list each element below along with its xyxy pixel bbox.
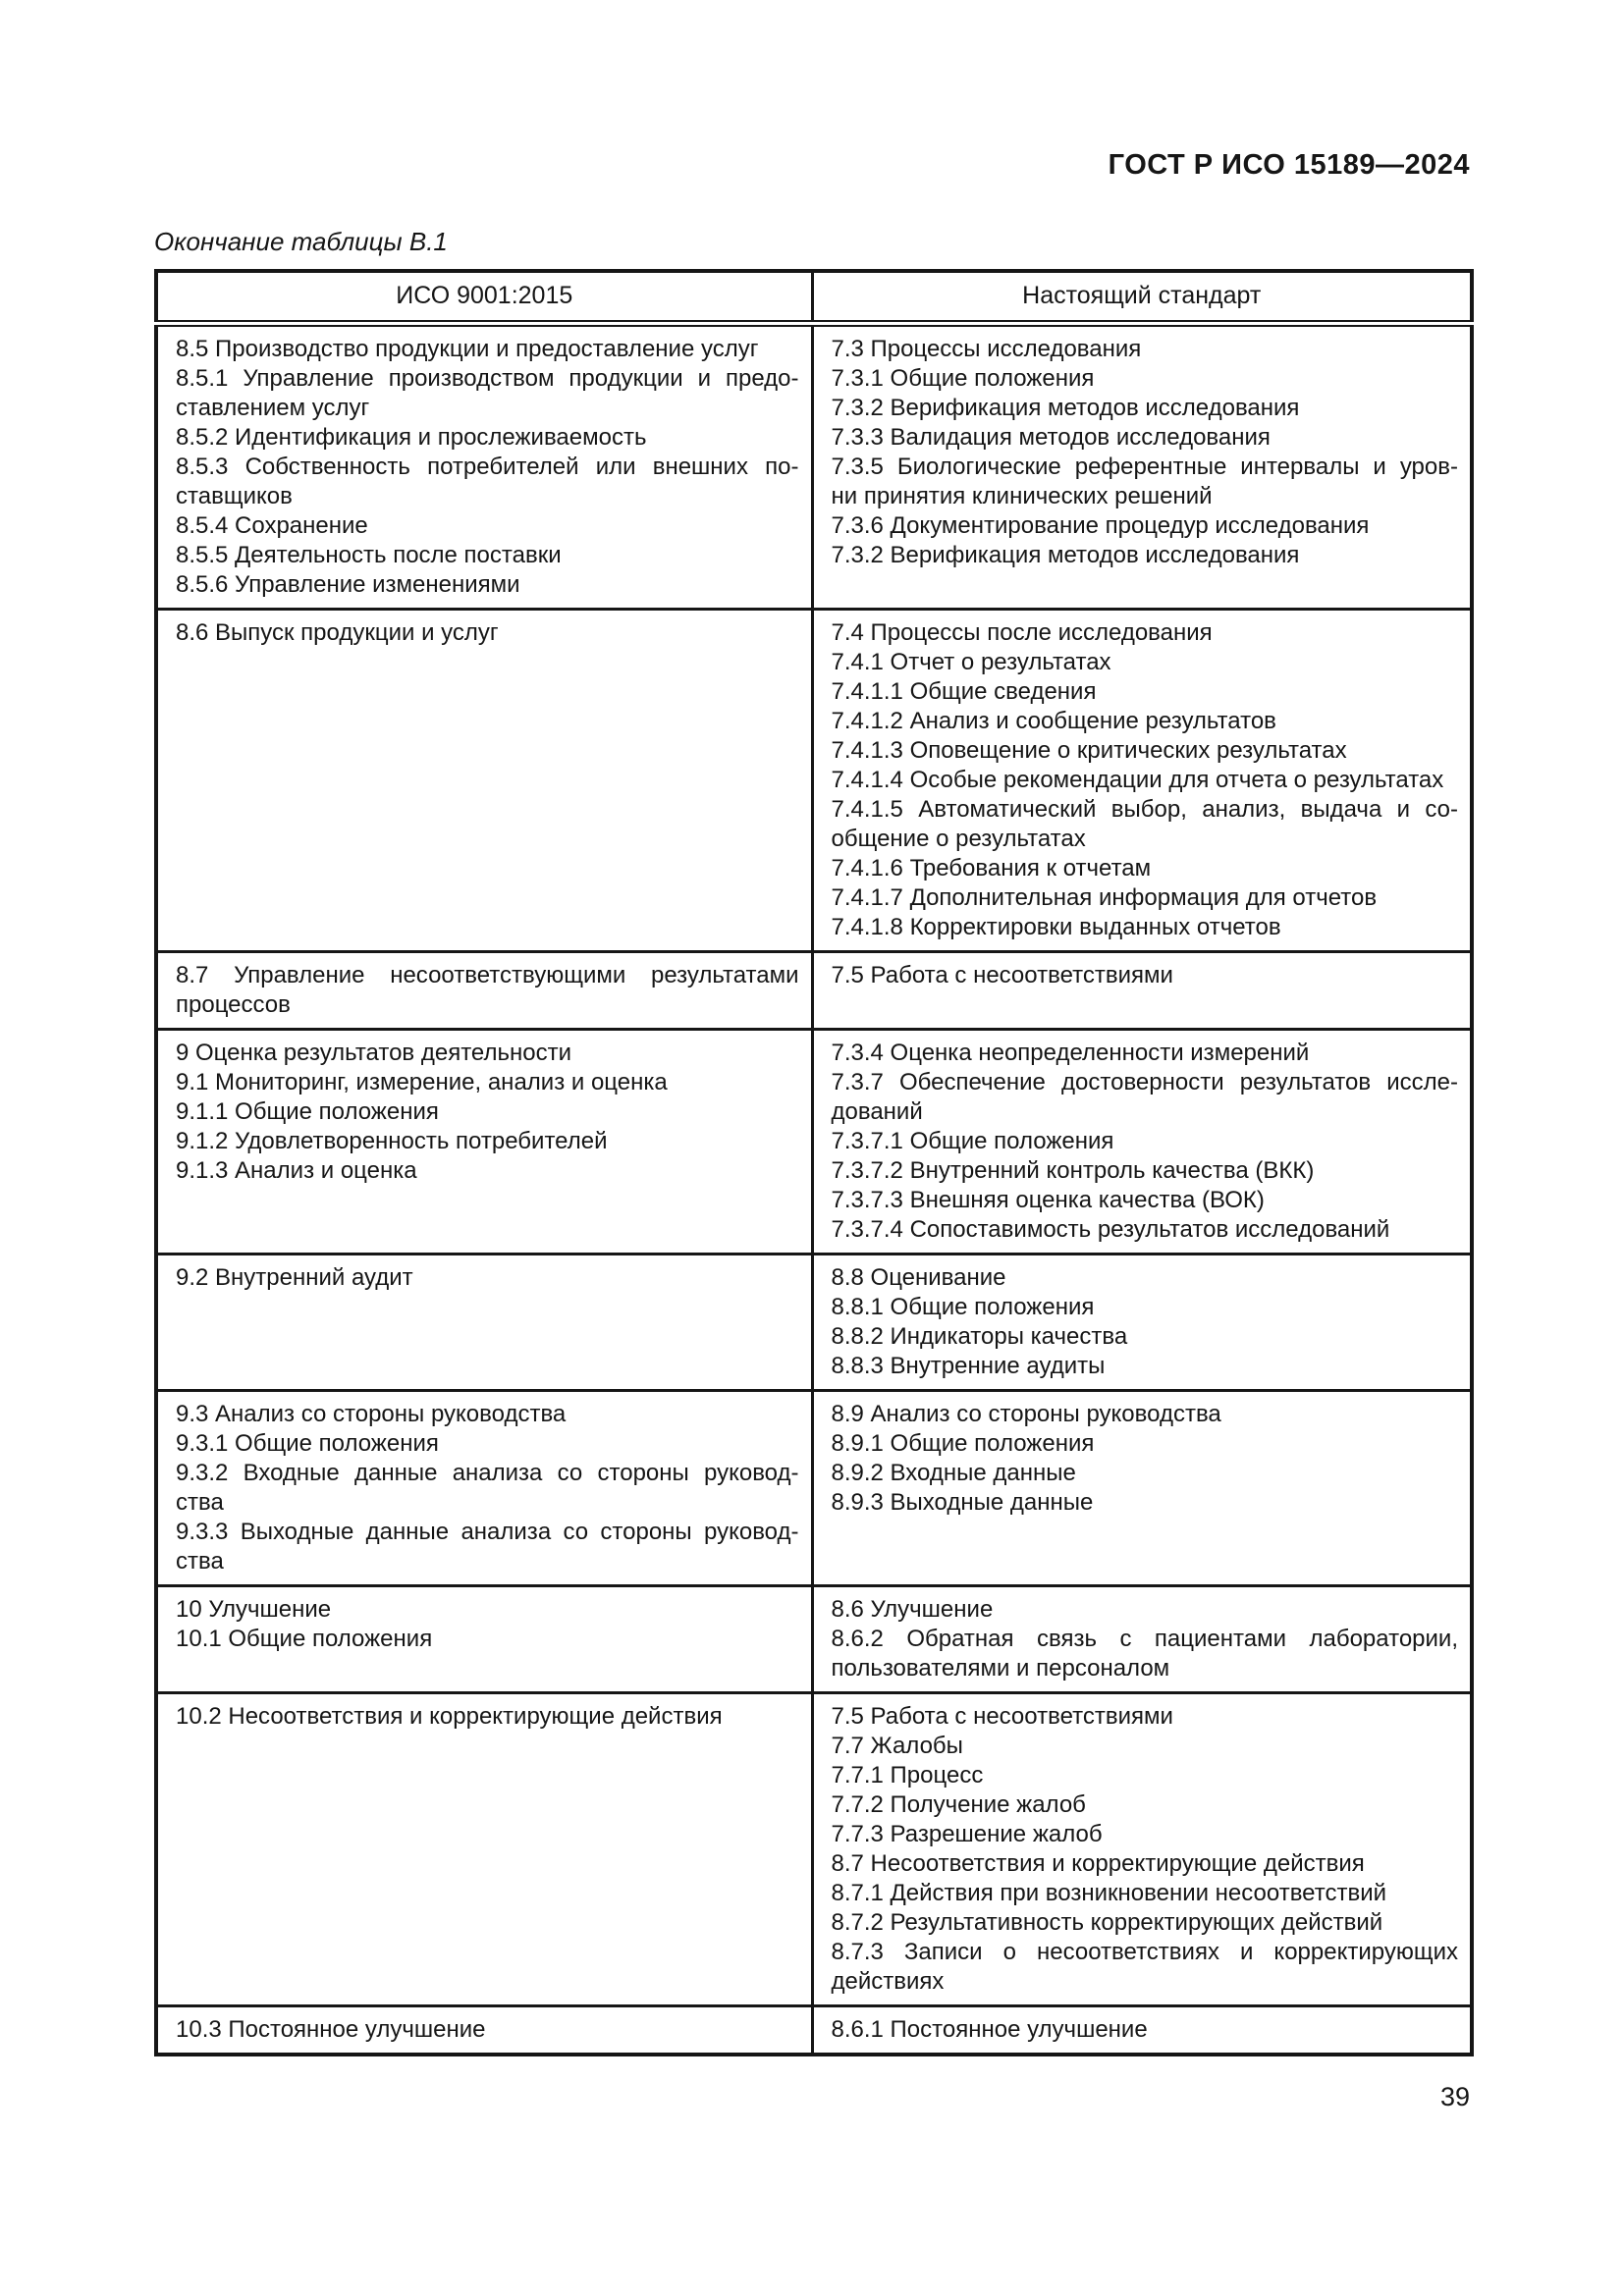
table-row bbox=[156, 1693, 1472, 2006]
table-row bbox=[156, 610, 1472, 952]
clause-line: 10.1 Общие положения bbox=[176, 1626, 433, 1652]
clause-line: 8.8.3 Внутренние аудиты bbox=[831, 1353, 1106, 1379]
cell-iso9001 bbox=[156, 1255, 812, 1391]
clause-line: 8.5.3 Собственность потребителей или внешних по- bbox=[176, 454, 799, 480]
cell-current-standard bbox=[812, 2006, 1472, 2056]
clause-line: 8.7 Несоответствия и корректирующие действия bbox=[831, 1850, 1365, 1877]
table-row bbox=[156, 2006, 1472, 2056]
clause-line: 7.3.3 Валидация методов исследования bbox=[831, 424, 1271, 451]
clause-line: ства bbox=[176, 1548, 224, 1575]
column-header-current-standard: Настоящий стандарт bbox=[812, 271, 1472, 324]
clause-line: 9.1 Мониторинг, измерение, анализ и оценка bbox=[176, 1069, 668, 1095]
clause-line: 8.9 Анализ со стороны руководства bbox=[831, 1401, 1221, 1427]
cell-iso9001 bbox=[156, 324, 812, 610]
clause-line: пользователями и персоналом bbox=[831, 1655, 1170, 1682]
page-number: 39 bbox=[1439, 2082, 1470, 2111]
clause-line: 7.3.2 Верификация методов исследования bbox=[831, 542, 1300, 568]
clause-line: 7.7.1 Процесс bbox=[831, 1762, 984, 1789]
clause-line: процессов bbox=[176, 991, 291, 1018]
clause-line: ни принятия клинических решений bbox=[831, 483, 1213, 509]
cell-current-standard bbox=[812, 1030, 1472, 1255]
clause-line: 7.7.3 Разрешение жалоб bbox=[831, 1821, 1103, 1847]
clause-line: 7.4 Процессы после исследования bbox=[831, 619, 1213, 646]
clause-line: 7.4.1.6 Требования к отчетам bbox=[831, 855, 1152, 881]
clause-line: 8.5.1 Управление производством продукции и предо- bbox=[176, 365, 799, 392]
cell-current-standard bbox=[812, 1586, 1472, 1693]
clause-line: 7.3.7.4 Сопоставимость результатов исследований bbox=[831, 1216, 1390, 1243]
cell-iso9001 bbox=[156, 2006, 812, 2056]
cell-iso9001 bbox=[156, 610, 812, 952]
clause-line: ставлением услуг bbox=[176, 395, 370, 421]
clause-line: 7.3.7.1 Общие положения bbox=[831, 1128, 1114, 1154]
clause-line: 9.1.2 Удовлетворенность потребителей bbox=[176, 1128, 608, 1154]
clause-line: 7.3.7 Обеспечение достоверности результатов иссле- bbox=[831, 1069, 1458, 1095]
table-row bbox=[156, 1391, 1472, 1586]
clause-line: 10.2 Несоответствия и корректирующие действия bbox=[176, 1703, 723, 1730]
clause-line: 9 Оценка результатов деятельности bbox=[176, 1040, 571, 1066]
clause-line: 7.3.4 Оценка неопределенности измерений bbox=[831, 1040, 1310, 1066]
cell-current-standard bbox=[812, 1391, 1472, 1586]
clause-line: 7.4.1.7 Дополнительная информация для отчетов bbox=[831, 884, 1378, 911]
clause-line: 10 Улучшение bbox=[176, 1596, 332, 1623]
clause-line: 9.1.3 Анализ и оценка bbox=[176, 1157, 417, 1184]
clause-line: 8.6.2 Обратная связь с пациентами лаборатории, bbox=[831, 1626, 1458, 1652]
cell-current-standard bbox=[812, 952, 1472, 1030]
cell-iso9001 bbox=[156, 1693, 812, 2006]
clause-line: 8.9.1 Общие положения bbox=[831, 1430, 1095, 1457]
clause-line: 8.5.4 Сохранение bbox=[176, 512, 368, 539]
table-row bbox=[156, 1030, 1472, 1255]
clause-line: 7.3.6 Документирование процедур исследования bbox=[831, 512, 1370, 539]
clause-line: 7.7.2 Получение жалоб bbox=[831, 1791, 1086, 1818]
table-row bbox=[156, 1586, 1472, 1693]
clause-line: 7.4.1.8 Корректировки выданных отчетов bbox=[831, 914, 1281, 940]
column-header-iso9001: ИСО 9001:2015 bbox=[156, 271, 812, 324]
clause-line: 8.5.6 Управление изменениями bbox=[176, 571, 520, 598]
clause-line: 8.9.3 Выходные данные bbox=[831, 1489, 1094, 1516]
document-page bbox=[154, 0, 1470, 2112]
clause-line: 7.4.1.1 Общие сведения bbox=[831, 678, 1097, 705]
clause-line: 8.8.1 Общие положения bbox=[831, 1294, 1095, 1320]
clause-line: 7.5 Работа с несоответствиями bbox=[831, 1703, 1173, 1730]
clause-line: 7.7 Жалобы bbox=[831, 1733, 963, 1759]
cell-iso9001 bbox=[156, 952, 812, 1030]
clause-line: 7.3.1 Общие положения bbox=[831, 365, 1095, 392]
clause-line: 9.2 Внутренний аудит bbox=[176, 1264, 413, 1291]
cell-current-standard bbox=[812, 1255, 1472, 1391]
comparison-table bbox=[154, 269, 1474, 2056]
clause-line: 8.6 Улучшение bbox=[831, 1596, 994, 1623]
clause-line: 9.1.1 Общие положения bbox=[176, 1098, 439, 1125]
clause-line: 7.3.7.2 Внутренний контроль качества (ВКК) bbox=[831, 1157, 1315, 1184]
clause-line: 7.4.1 Отчет о результатах bbox=[831, 649, 1111, 675]
clause-line: 8.7.3 Записи о несоответствиях и корректирующих bbox=[831, 1939, 1458, 1965]
document-code-header: ГОСТ Р ИСО 15189—2024 bbox=[1108, 149, 1470, 181]
clause-line: 10.3 Постоянное улучшение bbox=[176, 2016, 486, 2043]
table-row bbox=[156, 1255, 1472, 1391]
clause-line: 8.5 Производство продукции и предоставление услуг bbox=[176, 336, 759, 362]
clause-line: 7.4.1.5 Автоматический выбор, анализ, выдача и со- bbox=[831, 796, 1458, 823]
clause-line: ства bbox=[176, 1489, 224, 1516]
clause-line: 7.4.1.3 Оповещение о критических результатах bbox=[831, 737, 1347, 764]
clause-line: действиях bbox=[831, 1968, 945, 1995]
cell-current-standard bbox=[812, 324, 1472, 610]
cell-current-standard bbox=[812, 1693, 1472, 2006]
clause-line: 7.3.5 Биологические референтные интервалы и уров- bbox=[831, 454, 1458, 480]
clause-line: 7.5 Работа с несоответствиями bbox=[831, 962, 1173, 988]
clause-line: 8.7 Управление несоответствующими результатами bbox=[176, 962, 799, 988]
clause-line: 7.4.1.2 Анализ и сообщение результатов bbox=[831, 708, 1276, 734]
clause-line: 8.5.5 Деятельность после поставки bbox=[176, 542, 562, 568]
clause-line: 9.3.1 Общие положения bbox=[176, 1430, 439, 1457]
clause-line: 8.9.2 Входные данные bbox=[831, 1460, 1076, 1486]
clause-line: 9.3.2 Входные данные анализа со стороны руковод- bbox=[176, 1460, 799, 1486]
clause-line: 9.3.3 Выходные данные анализа со стороны руковод- bbox=[176, 1519, 799, 1545]
cell-current-standard bbox=[812, 610, 1472, 952]
table-header-row bbox=[156, 271, 1472, 324]
table-row bbox=[156, 952, 1472, 1030]
clause-line: 9.3 Анализ со стороны руководства bbox=[176, 1401, 567, 1427]
clause-line: 7.3.7.3 Внешняя оценка качества (ВОК) bbox=[831, 1187, 1265, 1213]
cell-iso9001 bbox=[156, 1391, 812, 1586]
table-row bbox=[156, 324, 1472, 610]
clause-line: 7.4.1.4 Особые рекомендации для отчета о результатах bbox=[831, 767, 1444, 793]
clause-line: дований bbox=[831, 1098, 923, 1125]
clause-line: ставщиков bbox=[176, 483, 293, 509]
cell-iso9001 bbox=[156, 1030, 812, 1255]
clause-line: 8.5.2 Идентификация и прослеживаемость bbox=[176, 424, 647, 451]
clause-line: 8.7.2 Результативность корректирующих действий bbox=[831, 1909, 1383, 1936]
clause-line: общение о результатах bbox=[831, 826, 1086, 852]
clause-line: 8.6 Выпуск продукции и услуг bbox=[176, 619, 499, 646]
clause-line: 7.3 Процессы исследования bbox=[831, 336, 1142, 362]
clause-line: 8.6.1 Постоянное улучшение bbox=[831, 2016, 1148, 2043]
clause-line: 7.3.2 Верификация методов исследования bbox=[831, 395, 1300, 421]
cell-iso9001 bbox=[156, 1586, 812, 1693]
table-header bbox=[156, 271, 1472, 324]
clause-line: 8.8.2 Индикаторы качества bbox=[831, 1323, 1128, 1350]
table-body bbox=[156, 324, 1472, 2056]
clause-line: 8.8 Оценивание bbox=[831, 1264, 1006, 1291]
clause-line: 8.7.1 Действия при возникновении несоответствий bbox=[831, 1880, 1387, 1906]
table-caption: Окончание таблицы В.1 bbox=[154, 227, 448, 256]
